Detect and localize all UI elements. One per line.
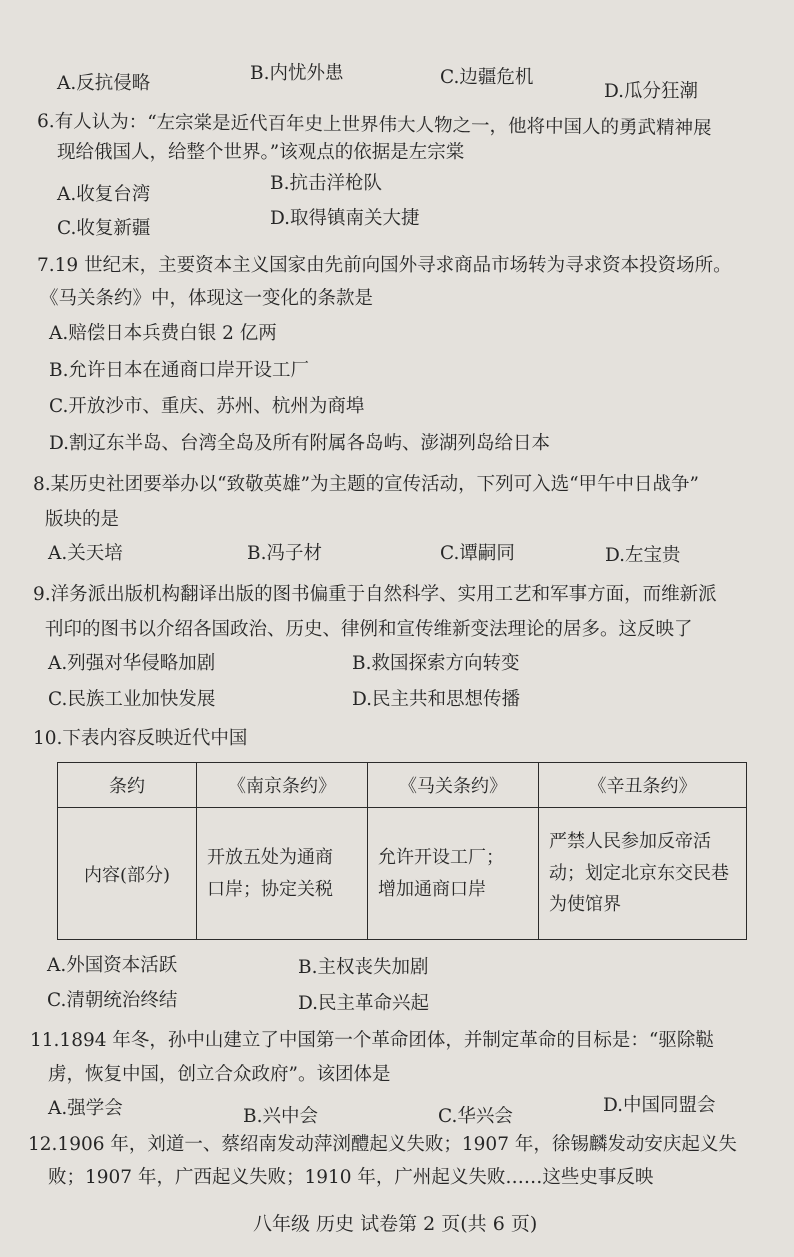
- q11-stem-line1: 11.1894 年冬，孙中山建立了中国第一个革命团体，并制定革命的目标是：“驱除鞑: [30, 1030, 714, 1051]
- q7-stem-line2: 《马关条约》中，体现这一变化的条款是: [40, 288, 374, 309]
- q10-stem: 10.下表内容反映近代中国: [33, 728, 248, 749]
- q8-stem-line1: 8.某历史社团要举办以“致敬英雄”为主题的宣传活动，下列可入选“甲午中日战争”: [33, 474, 699, 495]
- q11-stem-line2: 虏，恢复中国，创立合众政府”。该团体是: [48, 1064, 391, 1085]
- q6-option-a: A.收复台湾: [57, 184, 151, 205]
- table-row: [58, 808, 747, 940]
- q5-option-d: D.瓜分狂潮: [604, 81, 699, 102]
- q9-option-c: C.民族工业加快发展: [48, 689, 216, 710]
- table-row-label: 内容(部分): [58, 808, 197, 940]
- page-footer: 八年级 历史 试卷第 2 页(共 6 页): [253, 1213, 538, 1235]
- q5-option-b: B.内忧外患: [250, 63, 344, 84]
- table-cell-nanjing: [197, 808, 368, 940]
- q7-stem-line1: 7.19 世纪末，主要资本主义国家由先前向国外寻求商品市场转为寻求资本投资场所。: [37, 255, 732, 276]
- q11-option-a: A.强学会: [48, 1098, 123, 1119]
- cell-line: 允许开设工厂；: [378, 847, 504, 868]
- q7-option-c: C.开放沙市、重庆、苏州、杭州为商埠: [49, 396, 365, 417]
- q8-option-d: D.左宝贵: [605, 545, 681, 566]
- table-header-cell: 《辛丑条约》: [539, 763, 747, 808]
- q9-stem-line2: 刊印的图书以介绍各国政治、历史、律例和宣传维新变法理论的居多。这反映了: [45, 619, 693, 640]
- q12-stem-line2: 败；1907 年，广西起义失败；1910 年，广州起义失败……这些史事反映: [48, 1167, 654, 1188]
- q10-option-d: D.民主革命兴起: [298, 993, 430, 1014]
- q5-option-a: A.反抗侵略: [57, 73, 151, 94]
- q10-option-a: A.外国资本活跃: [47, 955, 178, 976]
- table-header-cell: 条约: [58, 763, 197, 808]
- q9-option-a: A.列强对华侵略加剧: [48, 653, 216, 674]
- q10-option-c: C.清朝统治终结: [47, 990, 178, 1011]
- q8-option-a: A.关天培: [48, 543, 123, 564]
- q7-option-a: A.赔偿日本兵费白银 2 亿两: [49, 323, 277, 344]
- q11-option-c: C.华兴会: [438, 1106, 513, 1127]
- q6-option-d: D.取得镇南关大捷: [270, 208, 420, 229]
- treaty-table: [57, 762, 747, 940]
- q7-option-d: D.割辽东半岛、台湾全岛及所有附属各岛屿、澎湖列岛给日本: [49, 433, 551, 454]
- cell-line: 动；划定北京东交民巷: [549, 862, 729, 884]
- q10-option-b: B.主权丧失加剧: [298, 957, 429, 978]
- q8-option-b: B.冯子材: [247, 543, 322, 564]
- q11-option-d: D.中国同盟会: [603, 1095, 716, 1116]
- q6-stem-line2: 现给俄国人，给整个世界。”该观点的依据是左宗棠: [57, 142, 465, 163]
- table-header-row: [58, 763, 747, 808]
- q9-option-b: B.救国探索方向转变: [352, 653, 520, 674]
- q8-option-c: C.谭嗣同: [440, 543, 515, 564]
- table-header-cell: 《南京条约》: [197, 763, 368, 808]
- q11-option-b: B.兴中会: [243, 1106, 318, 1127]
- table-cell-xinchou: [539, 808, 747, 940]
- cell-line: 严禁人民参加反帝活: [549, 831, 711, 853]
- cell-line: 口岸；协定关税: [207, 878, 333, 900]
- cell-line: 为使馆界: [549, 894, 621, 916]
- q6-option-c: C.收复新疆: [57, 218, 151, 239]
- q7-option-b: B.允许日本在通商口岸开设工厂: [49, 360, 309, 381]
- q6-stem-line1: 6.有人认为：“左宗棠是近代百年史上世界伟大人物之一，他将中国人的勇武精神展: [36, 111, 712, 140]
- q9-stem-line1: 9.洋务派出版机构翻译出版的图书偏重于自然科学、实用工艺和军事方面，而维新派: [33, 584, 717, 605]
- table-cell-maguan: [368, 808, 539, 940]
- cell-line: 开放五处为通商: [207, 847, 333, 868]
- q8-stem-line2: 版块的是: [45, 509, 120, 530]
- cell-line: 增加通商口岸: [378, 878, 486, 900]
- table-header-cell: 《马关条约》: [368, 763, 539, 808]
- q9-option-d: D.民主共和思想传播: [352, 689, 521, 710]
- q12-stem-line1: 12.1906 年，刘道一、蔡绍南发动萍浏醴起义失败；1907 年，徐锡麟发动安庆起义失: [28, 1134, 737, 1155]
- q6-option-b: B.抗击洋枪队: [270, 173, 382, 194]
- q5-option-c: C.边疆危机: [440, 67, 534, 88]
